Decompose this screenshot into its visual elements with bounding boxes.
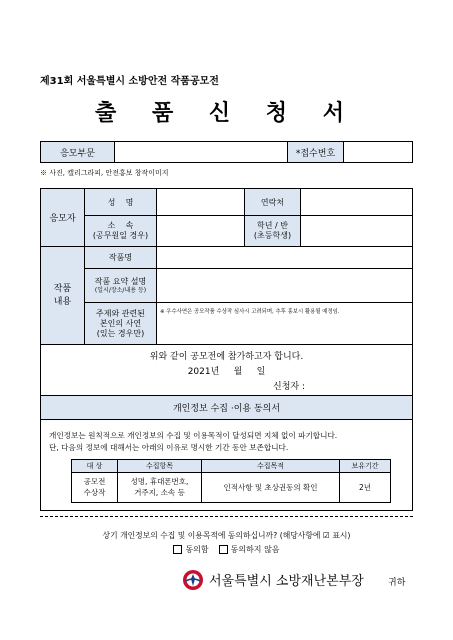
form-title: 출 품 신 청 서	[95, 100, 358, 126]
affiliation-field[interactable]	[157, 216, 245, 246]
category-field[interactable]	[115, 142, 287, 162]
declaration-box	[40, 345, 413, 396]
disagree-option[interactable]	[219, 544, 280, 555]
grade-field[interactable]	[301, 216, 412, 246]
work-label-1: 작품	[53, 283, 72, 294]
consent-options	[40, 543, 413, 555]
work-label-2: 내용	[53, 296, 72, 307]
contact-label: 연락처	[245, 189, 301, 216]
work-section-label	[41, 247, 85, 344]
category-note: ※ 사진, 캘리그라피, 안전홍보 창작이미지	[40, 169, 169, 177]
seoul-fire-emblem-icon	[182, 569, 204, 591]
story-label-3: (있는 경우만)	[96, 328, 145, 338]
work-section	[40, 247, 413, 345]
affiliation-sub: (공무원일 경우)	[92, 231, 149, 240]
summary-field[interactable]	[157, 269, 412, 303]
category-label: 응모부문	[41, 142, 115, 162]
privacy-paragraph-1: 개인정보는 원칙적으로 개인정보의 수집 및 이용목적이 달성되면 지체 없이 파기합니다.	[49, 431, 338, 440]
agree-checkbox[interactable]	[173, 545, 182, 554]
col-items-header: 수집항목	[118, 460, 202, 473]
story-label-cell	[85, 303, 157, 344]
privacy-header: 개인정보 수집 ·이용 동의서	[41, 396, 412, 420]
affiliation-label-cell	[85, 216, 157, 246]
receipt-number-field[interactable]	[344, 142, 412, 162]
declaration-date: 2021년 월 일	[187, 366, 266, 377]
agree-label: 동의함	[185, 544, 209, 554]
row-items-1: 성명, 휴대폰번호,	[130, 477, 189, 487]
dashed-separator	[40, 516, 413, 517]
row-target-1: 공모전	[83, 477, 106, 487]
disagree-checkbox[interactable]	[219, 545, 228, 554]
affiliation-label: 소 속	[107, 221, 134, 230]
col-purpose-header: 수집목적	[202, 460, 340, 473]
story-note: ※ 우수사연은 공모작품 수상작 심사시 고려되며, 추후 홍보시 활용될 예정임.	[160, 309, 340, 315]
story-label-2: 본인의 사연	[99, 318, 142, 328]
entry-row	[40, 141, 413, 163]
disagree-label: 동의하지 않음	[230, 544, 280, 554]
summary-label-cell	[85, 269, 157, 303]
name-field[interactable]	[157, 189, 245, 216]
agree-option[interactable]	[173, 544, 208, 555]
story-label-1: 주제와 관련된	[96, 308, 145, 318]
row-period-cell: 2년	[358, 483, 372, 492]
retention-table	[71, 459, 391, 503]
grade-sub: (초등학생)	[253, 231, 292, 240]
work-title-field[interactable]	[157, 247, 412, 269]
row-target-cell	[72, 473, 118, 502]
applicant-section	[40, 188, 413, 247]
grade-label: 학년 / 반	[257, 221, 288, 230]
row-items-cell	[118, 473, 202, 502]
summary-label: 작품 요약 설명	[94, 276, 147, 286]
row-items-2: 거주지, 소속 등	[134, 487, 185, 497]
work-title-label: 작품명	[85, 247, 157, 269]
summary-sub: (일시/장소/내용 등)	[94, 286, 147, 294]
row-target-2: 수상작	[83, 487, 106, 497]
declaration-line: 위와 같이 공모전에 참가하고자 합니다.	[149, 351, 304, 362]
grade-label-cell	[245, 216, 301, 246]
col-period-header: 보유기간	[340, 460, 390, 473]
col-target-header: 대 상	[72, 460, 118, 473]
story-field[interactable]	[157, 303, 412, 344]
privacy-paragraph-2: 단, 다음의 정보에 대해서는 아래의 이유로 명시한 기간 동안 보존합니다.	[49, 443, 289, 452]
privacy-box	[40, 396, 413, 511]
applicant-section-label: 응모자	[41, 189, 85, 246]
recipient-suffix: 귀하	[388, 578, 406, 588]
receipt-number-label: *접수번호	[287, 142, 344, 162]
contest-name: 제31회 서울특별시 소방안전 작품공모전	[40, 76, 219, 87]
applicant-signature-label: 신청자 :	[273, 382, 305, 392]
recipient-org: 서울특별시 소방재난본부장	[209, 574, 364, 589]
contact-field[interactable]	[301, 189, 412, 216]
row-purpose-cell: 인적사항 및 초상권동의 확인	[202, 473, 340, 502]
consent-question: 상기 개인정보의 수집 및 이용목적에 동의하십니까? (해당사항에 ☑ 표시)	[102, 530, 351, 540]
name-label: 성 명	[85, 189, 157, 216]
